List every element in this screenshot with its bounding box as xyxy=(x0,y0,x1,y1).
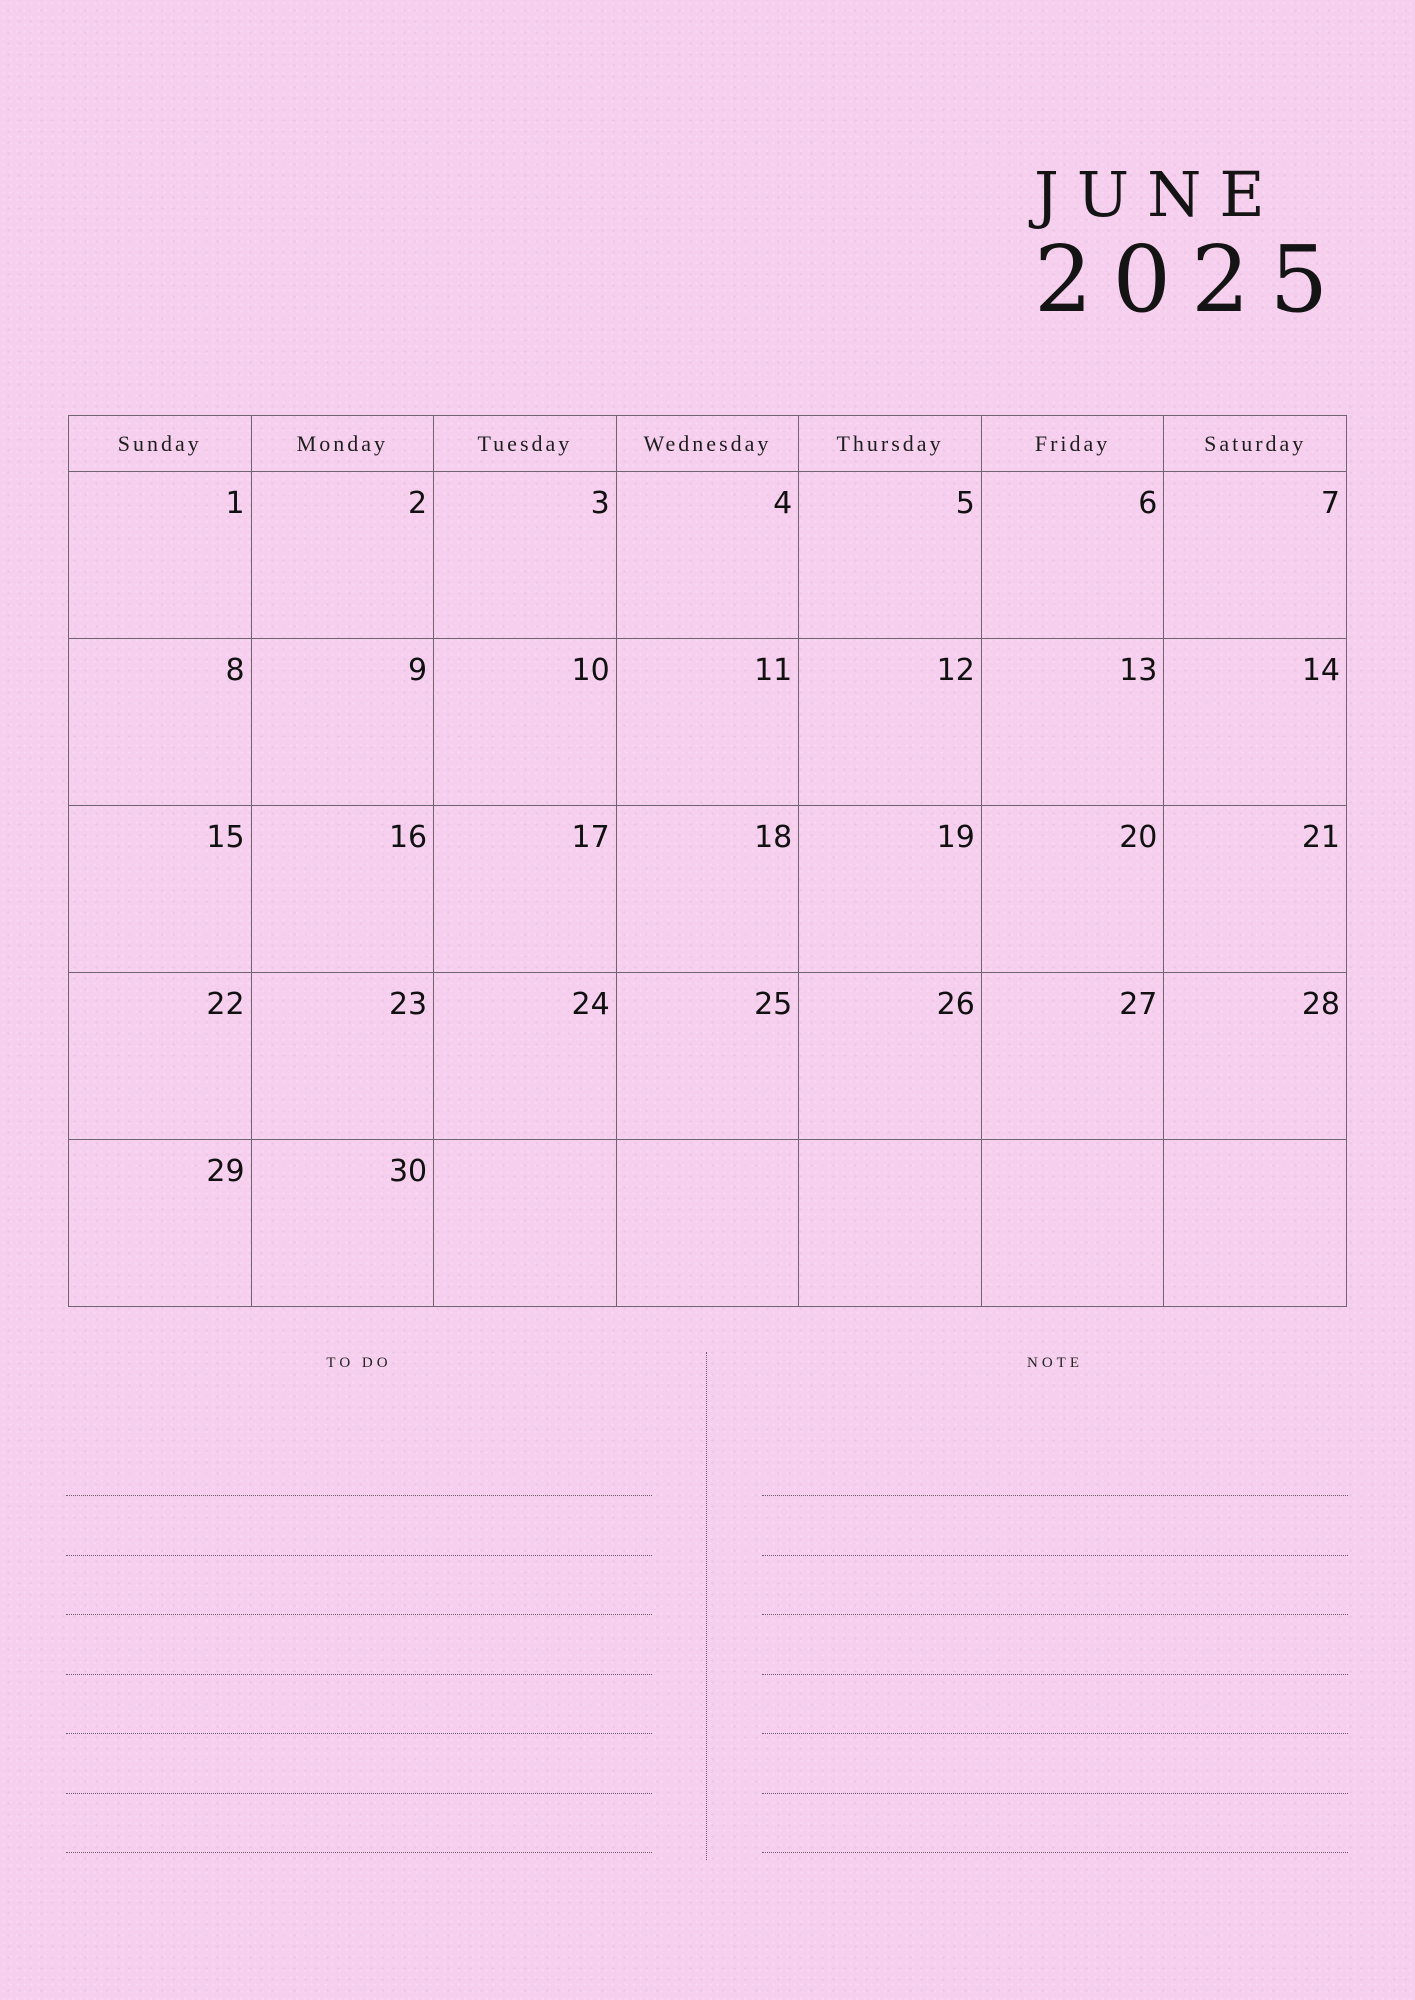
day-number: 13 xyxy=(1119,653,1158,688)
day-cell[interactable] xyxy=(434,806,617,973)
note-line[interactable] xyxy=(762,1793,1348,1794)
todo-line[interactable] xyxy=(66,1733,652,1734)
todo-line[interactable] xyxy=(66,1674,652,1675)
todo-line[interactable] xyxy=(66,1495,652,1496)
day-cell-empty xyxy=(799,1140,982,1307)
day-cell[interactable] xyxy=(1164,639,1347,806)
day-number xyxy=(1164,1140,1346,1154)
todo-line[interactable] xyxy=(66,1852,652,1853)
calendar-header xyxy=(1034,158,1364,333)
day-number: 1 xyxy=(225,486,245,521)
todo-line[interactable] xyxy=(66,1555,652,1556)
day-cell-empty xyxy=(434,1140,617,1307)
day-cell[interactable] xyxy=(69,472,252,639)
day-number: 23 xyxy=(388,987,428,1022)
day-cell[interactable] xyxy=(616,806,799,973)
todo-line[interactable] xyxy=(66,1614,652,1615)
day-cell-empty xyxy=(1164,1140,1347,1307)
day-number: 2 xyxy=(408,486,428,521)
day-cell[interactable] xyxy=(616,472,799,639)
day-cell[interactable] xyxy=(69,639,252,806)
day-number xyxy=(434,1140,616,1154)
day-cell-empty xyxy=(616,1140,799,1307)
month-title: JUNE xyxy=(1034,158,1283,231)
note-line[interactable] xyxy=(762,1495,1348,1496)
day-cell[interactable] xyxy=(1164,472,1347,639)
note-line[interactable] xyxy=(762,1555,1348,1556)
day-cell[interactable] xyxy=(1164,806,1347,973)
day-number xyxy=(799,1140,981,1154)
day-cell[interactable] xyxy=(616,973,799,1140)
day-cell[interactable] xyxy=(251,639,434,806)
day-number: 8 xyxy=(225,653,245,688)
note-line[interactable] xyxy=(762,1614,1348,1615)
weekday-saturday: Saturday xyxy=(1164,416,1347,472)
day-number: 9 xyxy=(408,653,428,688)
week-row xyxy=(69,1140,1347,1307)
day-number: 24 xyxy=(571,987,610,1022)
section-divider xyxy=(706,1352,707,1860)
day-number: 22 xyxy=(206,987,245,1022)
weekday-thursday: Thursday xyxy=(799,416,982,472)
day-number: 25 xyxy=(754,987,793,1022)
weekday-sunday: Sunday xyxy=(69,416,252,472)
day-cell[interactable] xyxy=(251,1140,434,1307)
day-number: 11 xyxy=(754,653,793,688)
day-number: 30 xyxy=(388,1154,428,1189)
day-cell[interactable] xyxy=(981,806,1164,973)
day-cell[interactable] xyxy=(981,973,1164,1140)
day-cell[interactable] xyxy=(251,806,434,973)
week-row xyxy=(69,806,1347,973)
day-cell[interactable] xyxy=(799,806,982,973)
day-number: 12 xyxy=(936,653,975,688)
day-number: 15 xyxy=(206,820,245,855)
weekday-monday: Monday xyxy=(251,416,434,472)
day-cell[interactable] xyxy=(981,472,1164,639)
day-number: 5 xyxy=(955,486,975,521)
day-number: 7 xyxy=(1320,486,1340,521)
todo-heading: TO DO xyxy=(326,1355,392,1371)
week-row xyxy=(69,472,1347,639)
day-cell[interactable] xyxy=(434,973,617,1140)
day-cell-empty xyxy=(981,1140,1164,1307)
note-heading: NOTE xyxy=(1027,1355,1083,1371)
note-line[interactable] xyxy=(762,1852,1348,1853)
day-number: 27 xyxy=(1119,987,1158,1022)
day-cell[interactable] xyxy=(799,472,982,639)
day-number: 29 xyxy=(206,1154,245,1189)
day-number: 17 xyxy=(571,820,610,855)
week-row xyxy=(69,973,1347,1140)
day-number: 16 xyxy=(388,820,428,855)
day-number: 28 xyxy=(1301,987,1340,1022)
day-cell[interactable] xyxy=(69,973,252,1140)
day-number: 19 xyxy=(936,820,975,855)
day-cell[interactable] xyxy=(1164,973,1347,1140)
note-line[interactable] xyxy=(762,1733,1348,1734)
day-number: 26 xyxy=(936,987,975,1022)
day-cell[interactable] xyxy=(434,472,617,639)
day-cell[interactable] xyxy=(251,472,434,639)
day-cell[interactable] xyxy=(69,1140,252,1307)
day-cell[interactable] xyxy=(981,639,1164,806)
day-cell[interactable] xyxy=(69,806,252,973)
day-number: 10 xyxy=(571,653,610,688)
todo-lines xyxy=(66,1495,652,1912)
note-line[interactable] xyxy=(762,1674,1348,1675)
day-number: 20 xyxy=(1119,820,1158,855)
day-cell[interactable] xyxy=(434,639,617,806)
week-row xyxy=(69,639,1347,806)
day-number: 18 xyxy=(754,820,793,855)
note-lines xyxy=(762,1495,1348,1912)
weekday-header-row xyxy=(69,416,1347,472)
day-number: 21 xyxy=(1301,820,1340,855)
day-number: 14 xyxy=(1301,653,1340,688)
weekday-wednesday: Wednesday xyxy=(616,416,799,472)
month-calendar-grid xyxy=(68,415,1347,1307)
day-number: 3 xyxy=(590,486,610,521)
weekday-friday: Friday xyxy=(981,416,1164,472)
day-cell[interactable] xyxy=(616,639,799,806)
weekday-tuesday: Tuesday xyxy=(434,416,617,472)
day-cell[interactable] xyxy=(799,973,982,1140)
todo-line[interactable] xyxy=(66,1793,652,1794)
day-number: 4 xyxy=(773,486,793,521)
day-cell[interactable] xyxy=(251,973,434,1140)
day-cell[interactable] xyxy=(799,639,982,806)
day-number: 6 xyxy=(1138,486,1158,521)
day-number xyxy=(982,1140,1164,1154)
year-title: 2025 xyxy=(1034,226,1349,333)
day-number xyxy=(617,1140,799,1154)
